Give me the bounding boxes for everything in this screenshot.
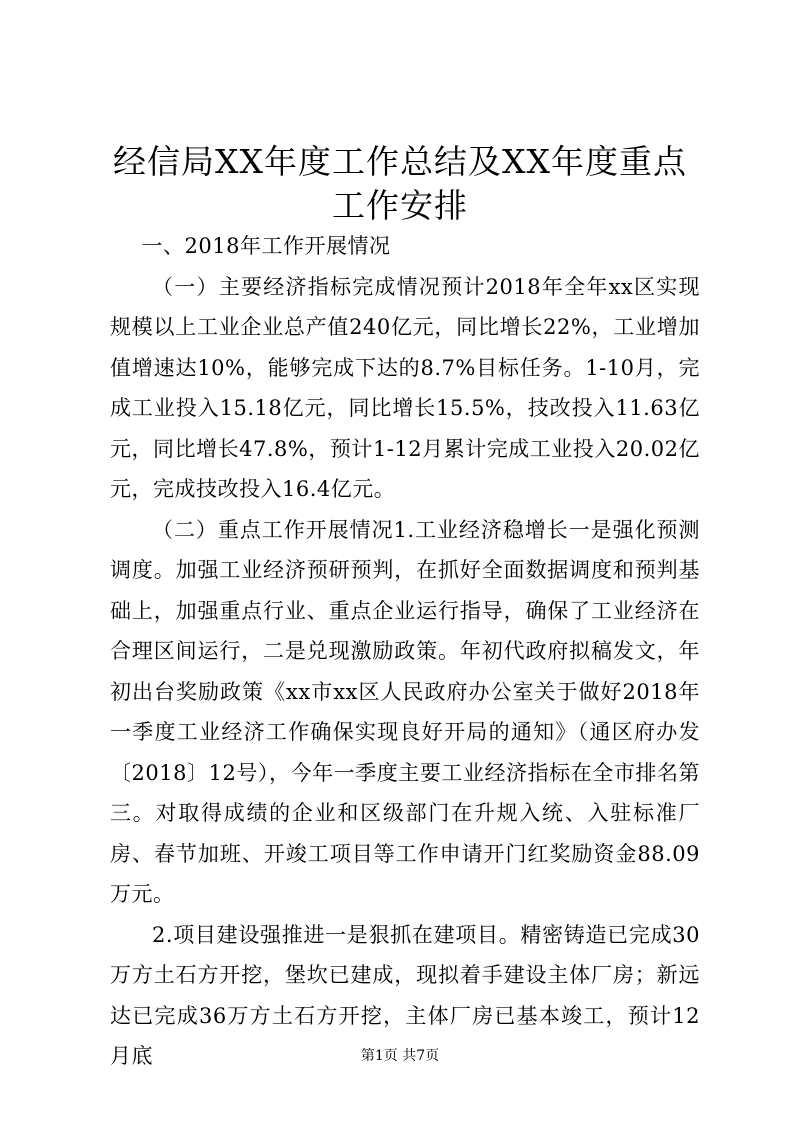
document-body (110, 226, 700, 1077)
paragraph-project-construction: 2.项目建设强推进一是狠抓在建项目。精密铸造已完成30万方土石方开挖，堡坎已建成，现拟着手建设主体厂房；新远达已完成36万方土石方开挖，主体厂房已基本竣工，预计12月底 (110, 922, 700, 1068)
paragraph-economic-indicators: （一）主要经济指标完成情况预计2018年全年xx区实现规模以上工业企业总产值240亿元，同比增长22%，工业增加值增速达10%，能够完成下达的8.7%目标任务。1-10月，完成工业投入15.18亿元，同比增长15.5%，技改投入11.63亿元，同比增长47.8%，预计1-12月累计完成工业投入20.02亿元，完成技改投入16.4亿元。 (110, 274, 700, 501)
section-heading: 一、2018年工作开展情况 (141, 234, 391, 258)
paragraph-key-work: （二）重点工作开展情况1.工业经济稳增长一是强化预测调度。加强工业经济预研预判，在抓好全面数据调度和预判基础上，加强重点行业、重点企业运行指导，确保了工业经济在合理区间运行，二是兑现激励政策。年初代政府拟稿发文，年初出台奖励政策《xx市xx区人民政府办公室关于做好2018年一季度工业经济工作确保实现良好开局的通知》（通区府办发〔2018〕12号），今年一季度主要工业经济指标在全市排名第三。对取得成绩的企业和区级部门在升规入统、入驻标准厂房、春节加班、开竣工项目等工作申请开门红奖励资金88.09万元。 (110, 517, 700, 906)
page-footer: 第1页 共7页 (360, 1048, 440, 1064)
document-title: 经信局XX年度工作总结及XX年度重点工作安排 (113, 142, 687, 225)
